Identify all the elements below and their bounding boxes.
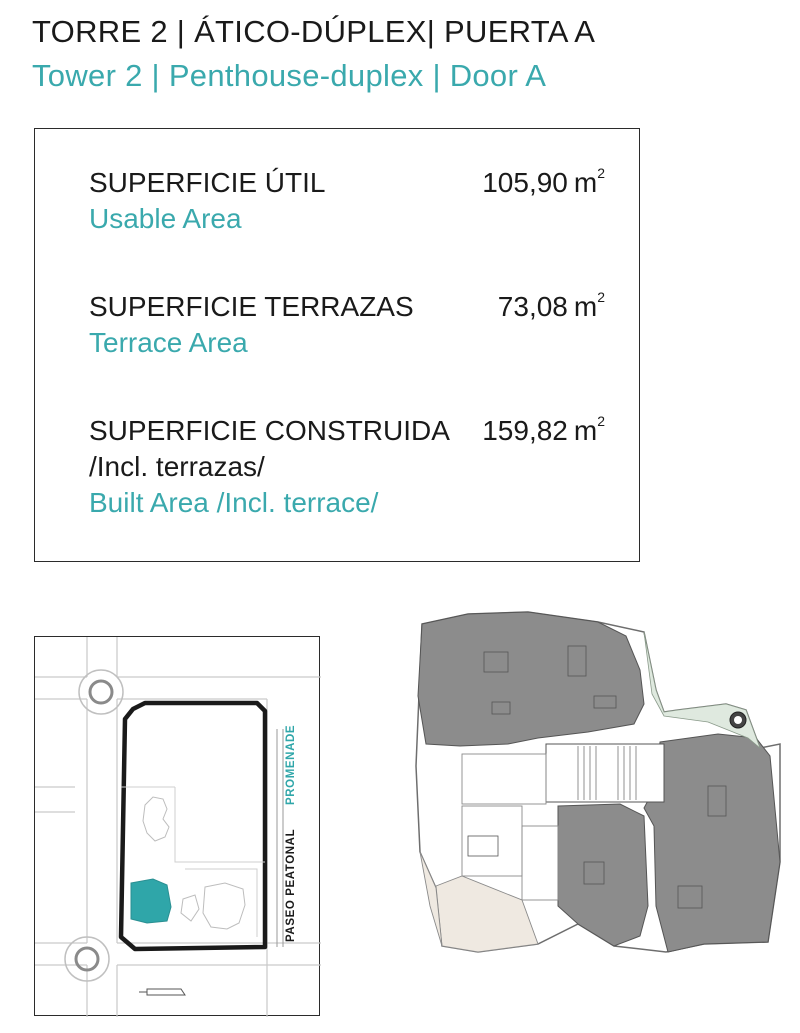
built-area-row [89,412,605,519]
built-area-unit: m [573,415,598,446]
terrace-area-value-group [497,288,605,323]
floor-plan [408,606,788,958]
site-plan-box [34,636,320,1016]
usable-area-label-es: SUPERFICIE ÚTIL [89,167,326,198]
built-area-label-es: SUPERFICIE CONSTRUIDA [89,415,450,446]
roads [35,637,321,1017]
promenade-strip [277,729,283,947]
built-area-value-group [482,412,605,447]
terrace-area-value: 73,08 [497,291,568,322]
site-plan-map [35,637,321,1017]
terrace-area-label-es: SUPERFICIE TERRAZAS [89,291,414,322]
built-area-value: 159,82 [482,415,568,446]
terrace-area-label-en: Terrace Area [89,327,248,358]
area-summary-box [34,128,640,562]
terrace-area-unit-sup: 2 [597,288,605,305]
usable-area-unit-sup: 2 [597,164,605,181]
usable-area-row [89,164,605,235]
roundabout-top [79,670,123,714]
promenade-label-es: PASEO PEATONAL [285,828,297,942]
usable-area-unit: m [573,167,598,198]
usable-area-label-en: Usable Area [89,203,242,234]
core-stairs [546,744,664,802]
built-area-label-en: Built Area /Incl. terrace/ [89,487,379,518]
terrace-area-unit: m [573,291,598,322]
usable-area-value-group [482,164,605,199]
built-area-unit-sup: 2 [597,412,605,429]
small-legend-key [139,989,185,995]
terrace-area-row [89,288,605,359]
highlighted-unit-upper [418,612,644,746]
unit-location-highlight [131,879,171,923]
promenade-label-en: PROMENADE [285,724,297,805]
usable-area-value: 105,90 [482,167,568,198]
title-spanish: TORRE 2 | ÁTICO-DÚPLEX| PUERTA A [32,14,596,49]
built-area-label-sub: /Incl. terrazas/ [89,451,265,482]
title-english: Tower 2 | Penthouse-duplex | Door A [32,58,547,93]
